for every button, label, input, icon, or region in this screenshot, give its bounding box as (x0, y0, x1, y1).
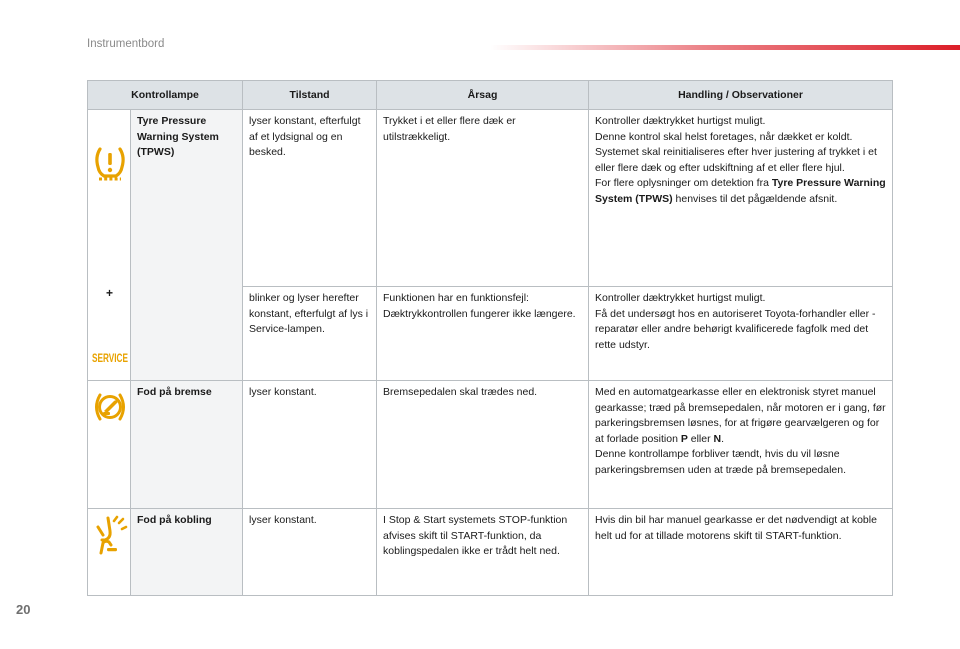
state-cell: lyser konstant, efterfulgt af et lydsignal og en besked. (243, 110, 377, 287)
warning-lamp-table (87, 80, 893, 596)
state-cell: lyser konstant. (243, 509, 377, 596)
header-accent-bar (490, 45, 960, 50)
foot-on-clutch-icon (94, 515, 128, 555)
lamp-name-tpws: Tyre Pressure Warning System (TPWS) (131, 110, 243, 381)
lamp-icon-cell (88, 110, 131, 381)
cause-cell (377, 287, 589, 381)
action-text: Kontroller dæktrykket hurtigst muligt. (595, 115, 766, 127)
action-text-part: . (721, 432, 725, 445)
table-row (88, 509, 893, 596)
service-warning-icon (91, 349, 129, 365)
table-header-row (88, 81, 893, 110)
action-text: Systemet skal reinitialiseres efter hver justering af trykket i et eller flere dæk og efter udskiftning af et eller flere hjul. (595, 146, 877, 174)
action-cell (589, 110, 893, 287)
cause-text: Funktionen har en funktionsfejl: (383, 292, 529, 304)
action-text: Kontroller dæktrykket hurtigst muligt. (595, 292, 766, 304)
cause-cell: Bremsepedalen skal trædes ned. (377, 381, 589, 509)
lamp-name-brake: Fod på bremse (131, 381, 243, 509)
gear-position-p: P (680, 432, 688, 445)
action-text-part: For flere oplysninger om detektion fra (595, 177, 772, 189)
action-text-part: eller (687, 432, 714, 445)
service-label: SERVICE (92, 353, 129, 365)
gear-position-n: N (713, 432, 722, 445)
cause-text: Dæktrykkontrollen fungerer ikke længere. (383, 307, 576, 320)
cause-cell: I Stop & Start systemets STOP-funktion afvises skift til START-funktion, da koblingspedalen ikke er trådt helt ned. (377, 509, 589, 596)
action-text: Få det undersøgt hos en autoriseret Toyota-forhandler eller -reparatør eller andre behørigt kvalificerede fagfolk med det rette udstyr. (595, 307, 876, 351)
column-header-action: Handling / Observationer (589, 81, 893, 110)
action-text-strong: Tyre Pressure Warning System (TPWS) (595, 177, 886, 205)
cause-cell: Trykket i et eller flere dæk er utilstrækkeligt. (377, 110, 589, 287)
action-cell (589, 381, 893, 509)
plus-sign: + (106, 286, 114, 300)
action-text: Denne kontrol skal helst foretages, når dækket er koldt. (595, 130, 853, 143)
action-text-part: Med en automatgearkasse eller en elektronisk styret manuel gearkasse; træd på bremsepedalen, når motoren er i gang, før parkeringsbremsen løsnes, for at frigøre gearvælgeren og for at forlade position (595, 386, 886, 445)
lamp-icon-cell (88, 509, 131, 596)
table-row (88, 381, 893, 509)
lamp-icon-cell (88, 381, 131, 509)
table-row (88, 110, 893, 287)
state-cell: blinker og lyser herefter konstant, efterfulgt af lys i Service-lampen. (243, 287, 377, 381)
section-title: Instrumentbord (87, 38, 165, 50)
action-text: Denne kontrollampe forbliver tændt, hvis du vil løsne parkeringsbremsen uden at træde på bremsepedalen. (595, 448, 847, 476)
column-header-cause: Årsag (377, 81, 589, 110)
column-header-lamp: Kontrollampe (88, 81, 243, 110)
action-text (595, 176, 886, 207)
tyre-pressure-warning-icon (93, 145, 127, 181)
foot-on-brake-icon (92, 392, 128, 422)
column-header-state: Tilstand (243, 81, 377, 110)
action-cell (589, 287, 893, 381)
action-text-part: henvises til det pågældende afsnit. (672, 192, 838, 205)
action-text (595, 385, 886, 447)
lamp-name-clutch: Fod på kobling (131, 509, 243, 596)
page-number: 20 (16, 602, 31, 617)
action-cell: Hvis din bil har manuel gearkasse er det nødvendigt at koble helt ud for at tillade motorens skift til START-funktion. (589, 509, 893, 596)
state-cell: lyser konstant. (243, 381, 377, 509)
